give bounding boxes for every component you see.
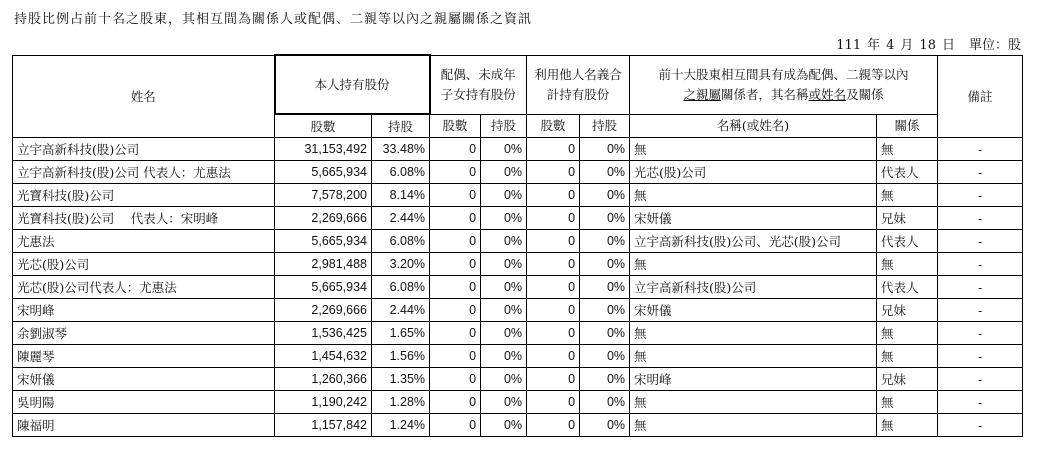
shareholder-table xyxy=(12,54,1023,437)
row-ratio: 6.08% xyxy=(372,161,430,184)
row-ratio: 1.28% xyxy=(372,391,430,414)
row-nominee-shares: 0 xyxy=(527,368,580,391)
row-relation-name: 無 xyxy=(630,322,877,345)
row-nominee-ratio: 0% xyxy=(580,184,630,207)
row-nominee-shares: 0 xyxy=(527,345,580,368)
table-row xyxy=(13,391,1023,414)
row-relation-type: 無 xyxy=(877,253,938,276)
row-relation-name: 宋妍儀 xyxy=(630,207,877,230)
row-spouse-ratio: 0% xyxy=(481,391,527,414)
row-name: 陳福明 xyxy=(13,414,275,437)
date-year: 111 xyxy=(836,38,862,53)
header-relation-line1: 前十大股東相互間具有成為配偶、二親等以內 xyxy=(658,66,909,82)
row-relation-name: 宋明峰 xyxy=(630,368,877,391)
row-remark: - xyxy=(938,322,1023,345)
row-relation-type: 無 xyxy=(877,138,938,161)
header-spouse-shares-count: 股數 xyxy=(430,114,481,138)
row-name: 光芯(股)公司 xyxy=(13,253,275,276)
row-relation-type: 無 xyxy=(877,184,938,207)
row-ratio: 33.48% xyxy=(372,138,430,161)
row-relation-name: 無 xyxy=(630,414,877,437)
header-remarks: 備註 xyxy=(938,55,1023,138)
row-remark: - xyxy=(938,391,1023,414)
row-name: 光芯(股)公司代表人：尤惠法 xyxy=(13,276,275,299)
header-own-ratio: 持股 xyxy=(372,114,430,138)
row-nominee-ratio: 0% xyxy=(580,207,630,230)
row-remark: - xyxy=(938,207,1023,230)
row-spouse-ratio: 0% xyxy=(481,414,527,437)
row-shares: 2,269,666 xyxy=(275,207,372,230)
header-own-shares: 本人持有股份 xyxy=(275,55,430,114)
header-relation-line2a: 之 xyxy=(683,86,697,102)
row-spouse-ratio: 0% xyxy=(481,184,527,207)
row-relation-type: 無 xyxy=(877,414,938,437)
row-spouse-shares: 0 xyxy=(430,276,481,299)
date-year-unit: 年 xyxy=(867,38,881,53)
table-row xyxy=(13,299,1023,322)
table-row xyxy=(13,253,1023,276)
row-relation-name: 無 xyxy=(630,253,877,276)
row-nominee-shares: 0 xyxy=(527,207,580,230)
row-remark: - xyxy=(938,253,1023,276)
row-spouse-shares: 0 xyxy=(430,230,481,253)
row-nominee-ratio: 0% xyxy=(580,414,630,437)
row-name: 立宇高新科技(股)公司 代表人：尤惠法 xyxy=(13,161,275,184)
row-spouse-ratio: 0% xyxy=(481,207,527,230)
header-spouse-line1: 配偶、未成年 xyxy=(440,66,516,82)
row-shares: 1,260,366 xyxy=(275,368,372,391)
row-shares: 1,536,425 xyxy=(275,322,372,345)
table-row xyxy=(13,414,1023,437)
row-ratio: 3.20% xyxy=(372,253,430,276)
row-spouse-shares: 0 xyxy=(430,299,481,322)
row-shares: 5,665,934 xyxy=(275,276,372,299)
header-spouse-ratio: 持股 xyxy=(481,114,527,138)
row-remark: - xyxy=(938,184,1023,207)
row-relation-type: 兄妹 xyxy=(877,299,938,322)
row-nominee-shares: 0 xyxy=(527,276,580,299)
header-nominee-shares-count: 股數 xyxy=(527,114,580,138)
page-title: 持股比例占前十名之股東，其相互間為關係人或配偶、二親等以內之親屬關係之資訊 xyxy=(14,12,533,27)
header-relation-name: 名稱(或姓名) xyxy=(630,114,877,138)
row-nominee-shares: 0 xyxy=(527,184,580,207)
row-spouse-shares: 0 xyxy=(430,161,481,184)
row-spouse-ratio: 0% xyxy=(481,368,527,391)
table-row xyxy=(13,368,1023,391)
row-spouse-ratio: 0% xyxy=(481,322,527,345)
row-spouse-shares: 0 xyxy=(430,414,481,437)
row-name: 余劉淑琴 xyxy=(13,322,275,345)
row-nominee-shares: 0 xyxy=(527,414,580,437)
row-nominee-ratio: 0% xyxy=(580,322,630,345)
row-spouse-shares: 0 xyxy=(430,391,481,414)
date-month-unit: 月 xyxy=(900,38,914,53)
row-nominee-shares: 0 xyxy=(527,230,580,253)
row-name: 光寶科技(股)公司 代表人：宋明峰 xyxy=(13,207,275,230)
header-relation-line2e: 及關係 xyxy=(846,86,884,102)
row-relation-name: 無 xyxy=(630,138,877,161)
header-relation-line2b: 親屬 xyxy=(696,86,722,102)
table-row xyxy=(13,345,1023,368)
row-spouse-shares: 0 xyxy=(430,368,481,391)
row-relation-name: 無 xyxy=(630,345,877,368)
row-name: 立宇高新科技(股)公司 xyxy=(13,138,275,161)
row-relation-type: 無 xyxy=(877,322,938,345)
row-ratio: 1.35% xyxy=(372,368,430,391)
row-shares: 2,269,666 xyxy=(275,299,372,322)
table-row xyxy=(13,207,1023,230)
row-shares: 1,157,842 xyxy=(275,414,372,437)
row-name: 宋妍儀 xyxy=(13,368,275,391)
unit-label: 單位：股 xyxy=(968,38,1021,53)
row-relation-type: 代表人 xyxy=(877,230,938,253)
row-nominee-shares: 0 xyxy=(527,322,580,345)
row-spouse-shares: 0 xyxy=(430,184,481,207)
row-spouse-ratio: 0% xyxy=(481,299,527,322)
table-row xyxy=(13,322,1023,345)
row-relation-type: 代表人 xyxy=(877,161,938,184)
row-nominee-shares: 0 xyxy=(527,391,580,414)
row-relation-type: 無 xyxy=(877,345,938,368)
table-row xyxy=(13,230,1023,253)
header-own-shares-count: 股數 xyxy=(275,114,372,138)
row-remark: - xyxy=(938,368,1023,391)
row-nominee-ratio: 0% xyxy=(580,276,630,299)
row-ratio: 8.14% xyxy=(372,184,430,207)
row-nominee-ratio: 0% xyxy=(580,161,630,184)
row-shares: 5,665,934 xyxy=(275,161,372,184)
header-nominee-ratio: 持股 xyxy=(580,114,630,138)
row-spouse-shares: 0 xyxy=(430,138,481,161)
row-nominee-ratio: 0% xyxy=(580,230,630,253)
row-shares: 7,578,200 xyxy=(275,184,372,207)
header-spouse xyxy=(430,55,527,114)
row-nominee-ratio: 0% xyxy=(580,253,630,276)
row-nominee-shares: 0 xyxy=(527,161,580,184)
row-remark: - xyxy=(938,230,1023,253)
row-nominee-shares: 0 xyxy=(527,299,580,322)
header-relation-line2c: 關係者，其名稱 xyxy=(721,86,809,102)
date-line xyxy=(830,34,1021,53)
table-row xyxy=(13,184,1023,207)
row-nominee-ratio: 0% xyxy=(580,138,630,161)
row-ratio: 2.44% xyxy=(372,207,430,230)
table-row xyxy=(13,276,1023,299)
row-relation-name: 宋妍儀 xyxy=(630,299,877,322)
row-ratio: 1.56% xyxy=(372,345,430,368)
row-name: 宋明峰 xyxy=(13,299,275,322)
header-relation-type: 關係 xyxy=(877,114,938,138)
row-spouse-ratio: 0% xyxy=(481,253,527,276)
row-spouse-ratio: 0% xyxy=(481,161,527,184)
row-spouse-shares: 0 xyxy=(430,207,481,230)
table-row xyxy=(13,138,1023,161)
row-relation-name: 立宇高新科技(股)公司 xyxy=(630,276,877,299)
row-relation-type: 無 xyxy=(877,391,938,414)
row-ratio: 6.08% xyxy=(372,276,430,299)
row-shares: 1,190,242 xyxy=(275,391,372,414)
header-relation-line2d: 或姓名 xyxy=(808,86,847,102)
header-nominee xyxy=(527,55,630,114)
header-spouse-line2: 子女持有股份 xyxy=(440,86,516,102)
row-spouse-ratio: 0% xyxy=(481,230,527,253)
row-nominee-shares: 0 xyxy=(527,138,580,161)
row-nominee-shares: 0 xyxy=(527,253,580,276)
row-ratio: 6.08% xyxy=(372,230,430,253)
row-name: 陳麗琴 xyxy=(13,345,275,368)
row-spouse-ratio: 0% xyxy=(481,345,527,368)
row-relation-name: 光芯(股)公司 xyxy=(630,161,877,184)
row-relation-name: 立宇高新科技(股)公司、光芯(股)公司 xyxy=(630,230,877,253)
table-row xyxy=(13,161,1023,184)
row-name: 吳明陽 xyxy=(13,391,275,414)
row-shares: 31,153,492 xyxy=(275,138,372,161)
row-remark: - xyxy=(938,161,1023,184)
row-remark: - xyxy=(938,345,1023,368)
row-spouse-ratio: 0% xyxy=(481,276,527,299)
row-nominee-ratio: 0% xyxy=(580,368,630,391)
row-shares: 5,665,934 xyxy=(275,230,372,253)
row-nominee-ratio: 0% xyxy=(580,391,630,414)
date-day-unit: 日 xyxy=(941,38,955,53)
row-nominee-ratio: 0% xyxy=(580,345,630,368)
header-nominee-line1: 利用他人名義合 xyxy=(534,66,622,82)
header-name: 姓名 xyxy=(13,55,275,138)
header-nominee-line2: 計持有股份 xyxy=(546,86,610,102)
row-shares: 1,454,632 xyxy=(275,345,372,368)
row-name: 尤惠法 xyxy=(13,230,275,253)
row-shares: 2,981,488 xyxy=(275,253,372,276)
row-relation-name: 無 xyxy=(630,184,877,207)
header-relation xyxy=(630,55,938,114)
row-relation-type: 兄妹 xyxy=(877,368,938,391)
row-ratio: 1.65% xyxy=(372,322,430,345)
date-day: 18 xyxy=(919,38,936,53)
row-spouse-shares: 0 xyxy=(430,253,481,276)
date-month: 4 xyxy=(886,38,895,53)
row-relation-type: 代表人 xyxy=(877,276,938,299)
row-ratio: 2.44% xyxy=(372,299,430,322)
row-name: 光寶科技(股)公司 xyxy=(13,184,275,207)
row-relation-name: 無 xyxy=(630,391,877,414)
row-ratio: 1.24% xyxy=(372,414,430,437)
row-spouse-shares: 0 xyxy=(430,322,481,345)
row-spouse-ratio: 0% xyxy=(481,138,527,161)
row-remark: - xyxy=(938,276,1023,299)
row-remark: - xyxy=(938,414,1023,437)
row-relation-type: 兄妹 xyxy=(877,207,938,230)
row-nominee-ratio: 0% xyxy=(580,299,630,322)
row-remark: - xyxy=(938,138,1023,161)
row-remark: - xyxy=(938,299,1023,322)
row-spouse-shares: 0 xyxy=(430,345,481,368)
